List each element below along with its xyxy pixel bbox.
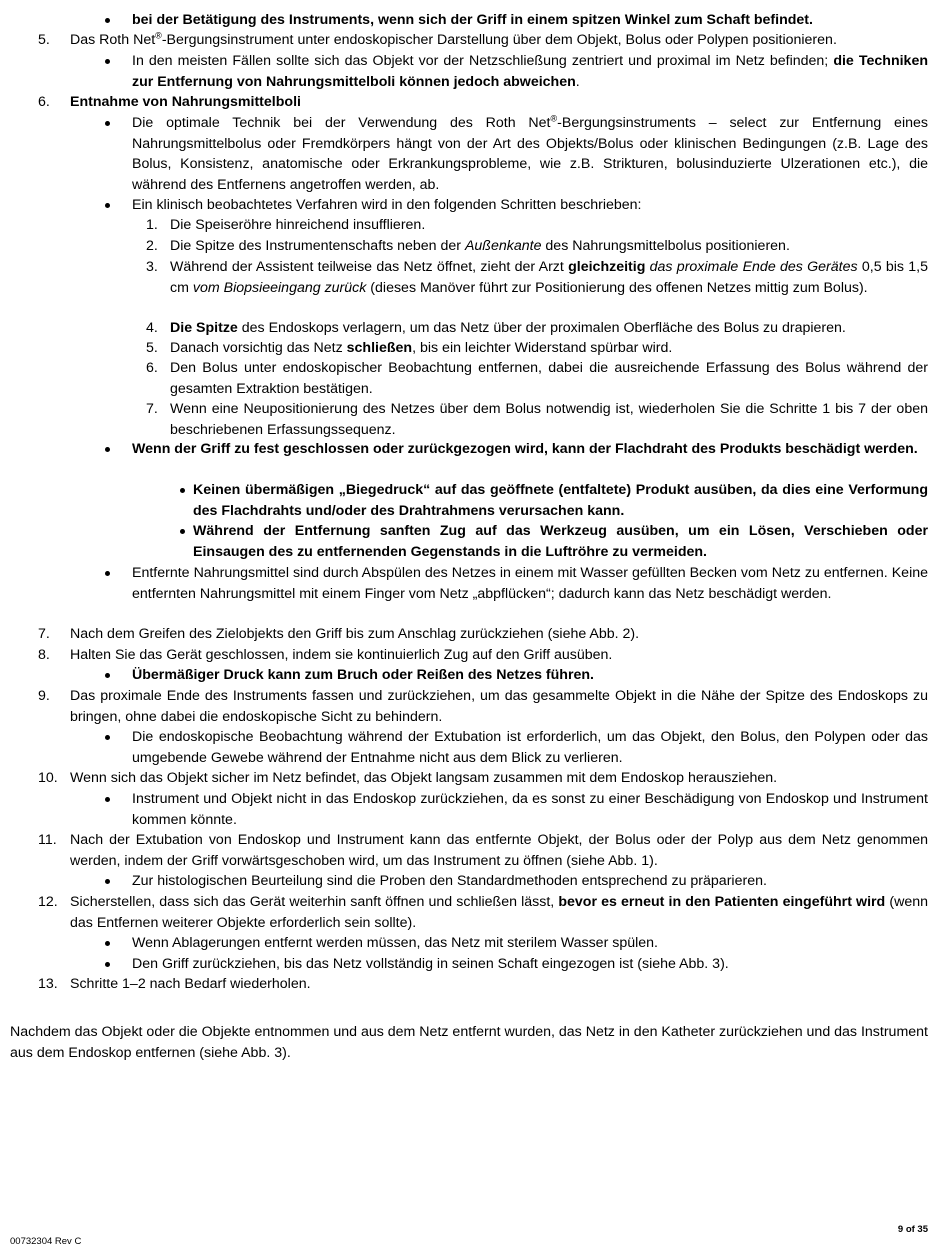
- text-run: gleichzeitig: [568, 259, 646, 275]
- step-text: [170, 338, 928, 359]
- step-text: [170, 257, 928, 298]
- text-run: des Endoskops verlagern, um das Netz über der proximalen Oberfläche des Bolus zu drapieren.: [237, 320, 846, 336]
- text-run: vom Biopsieeingang zurück: [192, 279, 367, 296]
- registered-mark: ®: [550, 113, 558, 124]
- bullet-icon: [105, 121, 110, 126]
- text-run: .: [575, 73, 580, 90]
- step-number: 4.: [146, 320, 158, 336]
- text-run: des Nahrungsmittelbolus positionieren.: [541, 238, 790, 254]
- text-run: Halten Sie das Gerät geschlossen, indem sie kontinuierlich Zug auf den Griff ausüben.: [70, 647, 613, 663]
- bullet-icon: [105, 797, 110, 802]
- step-number: 7.: [146, 401, 158, 417]
- text-run: das proximale Ende des Gerätes: [649, 259, 858, 275]
- document-number: 00732304 Rev C: [10, 1236, 82, 1247]
- text-run: (wenn das Entfernen weiterer Objekte erforderlich sein sollte).: [70, 894, 928, 931]
- text-run: Schritte 1–2 nach Bedarf wiederholen.: [70, 976, 311, 992]
- text-run: Zur histologischen Beurteilung sind die Proben den Standardmethoden entsprechend zu präparieren.: [132, 873, 767, 889]
- num-text: [70, 624, 928, 645]
- num-text: [70, 768, 928, 789]
- text-run: Danach vorsichtig das Netz: [170, 340, 347, 356]
- subbullet-text: [193, 521, 928, 562]
- bullet-icon: [105, 941, 110, 946]
- step-number: 5.: [146, 340, 158, 356]
- text-run: Die endoskopische Beobachtung während der Extubation ist erforderlich, um das Objekt, den Bolus, den Polypen oder das umgebende Gewebe während der Entnahme nicht aus dem Blick zu verlieren.: [132, 729, 928, 766]
- text-run: bevor es erneut in den Patienten eingeführt wird: [558, 894, 886, 910]
- bullet-text: [132, 51, 928, 92]
- text-run: (dieses Manöver führt zur Positionierung des offenen Netzes mittig zum Bolus).: [366, 279, 868, 296]
- bullet-icon: [105, 571, 110, 576]
- text-run: Keinen übermäßigen „Biegedruck“ auf das geöffnete (entfaltete) Produkt ausüben, da dies eine Verformung des Flachdrahts und/oder des Drahtrahmens verursachen kann.: [193, 482, 928, 519]
- bullet-icon: [105, 203, 110, 208]
- text-run: Wenn Ablagerungen entfernt werden müssen, das Netz mit sterilem Wasser spülen.: [132, 935, 658, 951]
- text-run: Ein klinisch beobachtetes Verfahren wird in den folgenden Schritten beschrieben:: [132, 197, 642, 213]
- step-text: [170, 236, 928, 257]
- text-run: Wenn sich das Objekt sicher im Netz befindet, das Objekt langsam zusammen mit dem Endoskop herausziehen.: [70, 770, 778, 786]
- bullet-text: [132, 871, 928, 892]
- bullet-text: [132, 933, 928, 954]
- list-number: 6.: [38, 94, 50, 110]
- step-number: 3.: [146, 259, 158, 275]
- bullet-icon: [105, 18, 110, 23]
- closing-paragraph: [10, 1022, 928, 1063]
- bullet-text: [132, 563, 928, 604]
- num-text: [70, 645, 928, 666]
- bullet-text: [132, 727, 928, 768]
- bullet-text: [132, 789, 928, 830]
- list-number: 12.: [38, 894, 58, 910]
- num-text: [70, 892, 928, 933]
- text-run: Das Roth Net: [70, 32, 156, 48]
- text-run: bei der Betätigung des Instruments, wenn sich der Griff in einem spitzen Winkel zum Schaft befindet.: [132, 12, 813, 28]
- step-text: [170, 215, 928, 236]
- text-run: , bis ein leichter Widerstand spürbar wird.: [412, 340, 673, 356]
- text-run: Übermäßiger Druck kann zum Bruch oder Reißen des Netzes führen.: [132, 667, 594, 683]
- list-number: 11.: [38, 832, 57, 848]
- step-number: 6.: [146, 360, 158, 376]
- bullet-text: [132, 439, 928, 460]
- bullet-icon: [105, 879, 110, 884]
- subbullet-text: [193, 480, 928, 521]
- num-text: [70, 830, 928, 871]
- bullet-icon: [180, 529, 185, 534]
- text-run: Den Griff zurückziehen, bis das Netz vollständig in seinen Schaft eingezogen ist (siehe Abb. 3).: [132, 956, 729, 972]
- bullet-text: [132, 113, 928, 195]
- bullet-icon: [105, 735, 110, 740]
- step-number: 1.: [146, 217, 158, 233]
- num-text: [70, 974, 928, 995]
- bullet-icon: [105, 673, 110, 678]
- text-run: Nach dem Greifen des Zielobjekts den Griff bis zum Anschlag zurückziehen (siehe Abb. 2).: [70, 626, 640, 642]
- text-run: -Bergungsinstruments – select zur Entfernung eines Nahrungsmittelbolus oder Fremdkörpers hängt von der Art des Objekts/Bolus oder klinischen Bedingungen (z.B. Lage des Bolus, Konsistenz, anatomische oder Erkrankungsprobleme, wie z.B. Strikturen, bolusinduzierte Ulzerationen etc.), die während des Entfernens angetroffen werden, ab.: [132, 115, 928, 193]
- text-run: Das proximale Ende des Instruments fassen und zurückziehen, um das gesammelte Objekt in die Nähe der Spitze des Endoskops zu bringen, ohne dabei die endoskopische Sicht zu behindern.: [70, 688, 928, 725]
- bullet-text: [132, 954, 928, 975]
- step-number: 2.: [146, 238, 158, 254]
- text-run: die Techniken zur Entfernung von Nahrungsmittelboli können jedoch abweichen: [132, 53, 928, 90]
- bullet-icon: [105, 59, 110, 64]
- text-run: Den Bolus unter endoskopischer Beobachtung entfernen, dabei die ausreichende Erfassung des Bolus während der gesamten Extraktion bestätigen.: [170, 360, 928, 397]
- num-text: [70, 30, 928, 51]
- text-run: Entfernte Nahrungsmittel sind durch Abspülen des Netzes in einem mit Wasser gefüllten Becken vom Netz zu entfernen. Keine entfernten Nahrungsmittel mit einem Finger vom Netz „abpflücken“; dadurch kann das Netz beschädigt werden.: [132, 565, 928, 602]
- registered-mark: ®: [155, 30, 162, 41]
- list-number: 5.: [38, 32, 50, 48]
- text-run: Wenn eine Neupositionierung des Netzes über dem Bolus notwendig ist, wiederholen Sie die Schritte 1 bis 7 der oben beschriebenen Erfassungssequenz.: [170, 401, 928, 438]
- step-text: [170, 358, 928, 399]
- text-run: schließen: [346, 340, 413, 356]
- text-run: Die Spitze: [170, 320, 238, 336]
- page-number: 9 of 35: [897, 1224, 928, 1235]
- step-text: [170, 399, 928, 440]
- text-run: 0,5 bis 1,5 cm: [170, 259, 928, 296]
- list-number: 10.: [38, 770, 58, 786]
- text-run: Nachdem das Objekt oder die Objekte entnommen und aus dem Netz entfernt wurden, das Netz in den Katheter zurückziehen und das Instrument aus dem Endoskop entfernen (siehe Abb. 3).: [10, 1024, 928, 1061]
- bullet-text: [132, 10, 928, 31]
- text-run: Die Speiseröhre hinreichend insufflieren.: [170, 217, 426, 233]
- text-run: Die optimale Technik bei der Verwendung des Roth Net: [132, 115, 551, 131]
- list-number: 7.: [38, 626, 50, 642]
- text-run: Während der Assistent teilweise das Netz öffnet, zieht der Arzt: [170, 259, 569, 275]
- text-run: Wenn der Griff zu fest geschlossen oder zurückgezogen wird, kann der Flachdraht des Produkts beschädigt werden.: [132, 441, 918, 457]
- list-number: 9.: [38, 688, 50, 704]
- bullet-text: [132, 195, 928, 216]
- text-run: Während der Entfernung sanften Zug auf das Werkzeug ausüben, um ein Lösen, Verschieben oder Einsaugen des zu entfernenden Gegenstands in die Luftröhre zu vermeiden.: [193, 523, 928, 560]
- text-run: In den meisten Fällen sollte sich das Objekt vor der Netzschließung zentriert und proximal im Netz befinden;: [132, 53, 834, 69]
- bullet-icon: [180, 488, 185, 493]
- step-text: [170, 318, 928, 339]
- num-text: [70, 92, 928, 113]
- bullet-text: [132, 665, 928, 686]
- text-run: -Bergungsinstrument unter endoskopischer Darstellung über dem Objekt, Bolus oder Polypen positionieren.: [161, 32, 837, 48]
- text-run: Sicherstellen, dass sich das Gerät weiterhin sanft öffnen und schließen lässt,: [70, 894, 559, 910]
- text-run: Nach der Extubation von Endoskop und Instrument kann das entfernte Objekt, der Bolus oder der Polyp aus dem Netz genommen werden, indem der Griff vorwärtsgeschoben wird, um das Instrument zu öffnen (siehe Abb. 1).: [70, 832, 928, 869]
- text-run: Die Spitze des Instrumentenschafts neben der: [170, 238, 465, 254]
- text-run: Instrument und Objekt nicht in das Endoskop zurückziehen, da es sonst zu einer Beschädigung von Endoskop und Instrument kommen könnte.: [132, 791, 928, 828]
- text-run: Außenkante: [464, 238, 542, 254]
- text-run: Entnahme von Nahrungsmittelboli: [70, 94, 301, 110]
- bullet-icon: [105, 447, 110, 452]
- bullet-icon: [105, 962, 110, 967]
- list-number: 13.: [38, 976, 58, 992]
- num-text: [70, 686, 928, 727]
- list-number: 8.: [38, 647, 50, 663]
